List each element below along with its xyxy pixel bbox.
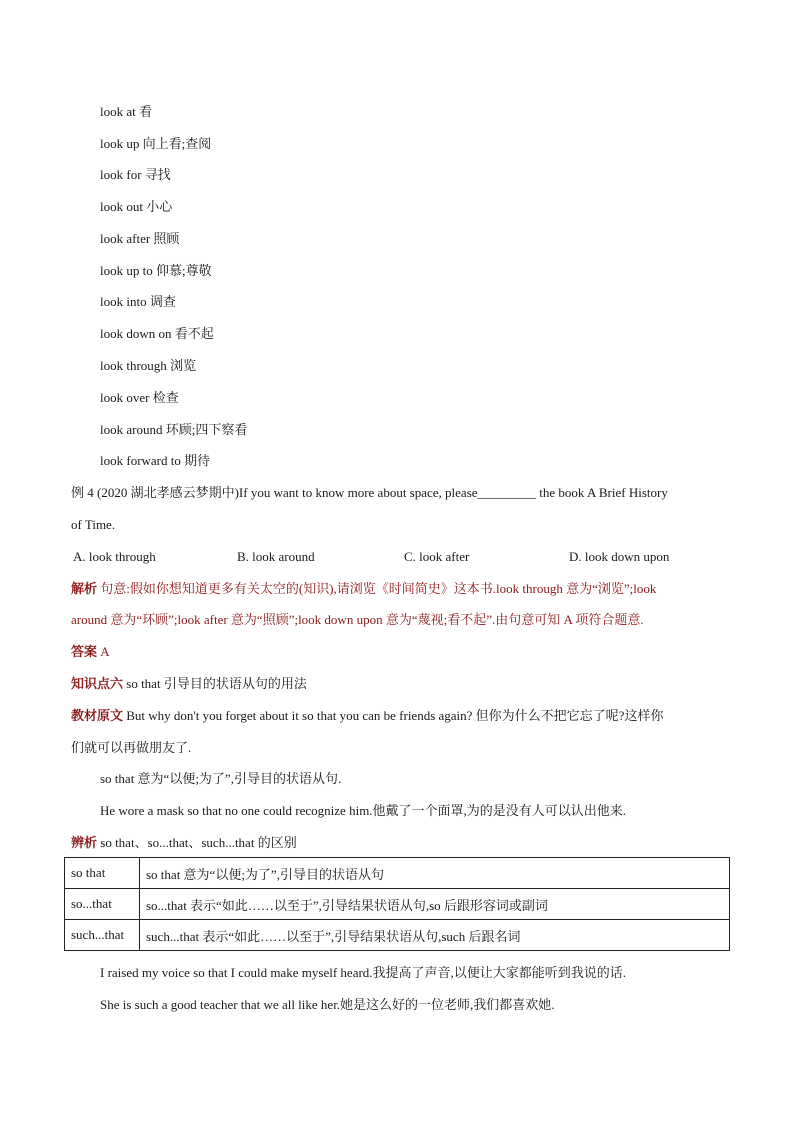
table-term: so that [65, 858, 140, 889]
vocab-item: look out 小心 [100, 199, 173, 214]
table-row [65, 920, 730, 951]
table-term: so...that [65, 889, 140, 920]
explanation: so that 意为“以便;为了”,引导目的状语从句. [100, 771, 342, 786]
knowledge-point-heading: 知识点六 so that 引导目的状语从句的用法 [71, 676, 307, 691]
vocab-item: look down on 看不起 [100, 326, 214, 341]
option-d: D. look down upon [569, 549, 670, 564]
option-a: A. look through [73, 549, 156, 564]
table-row [65, 858, 730, 889]
vocab-item: look into 调查 [100, 294, 176, 309]
distinguish-heading: 辨析 so that、so...that、such...that 的区别 [71, 835, 297, 850]
vocab-item: look after 照顾 [100, 231, 180, 246]
example-sentence: He wore a mask so that no one could recognize him.他戴了一个面罩,为的是没有人可以认出他来. [100, 803, 627, 818]
table-desc: such...that 表示“如此……以至于”,引导结果状语从句,such 后跟名词 [140, 920, 730, 951]
vocab-item: look around 环顾;四下察看 [100, 422, 248, 437]
answer-line: 答案 A [71, 644, 110, 659]
option-b: B. look around [237, 549, 315, 564]
textbook-line-cont: 们就可以再做朋友了. [71, 740, 192, 755]
table-term: such...that [65, 920, 140, 951]
table-desc: so that 意为“以便;为了”,引导目的状语从句 [140, 858, 730, 889]
vocab-item: look forward to 期待 [100, 453, 211, 468]
textbook-line: 教材原文 But why don't you forget about it so that you can be friends again? 但你为什么不把它忘了呢?这样你 [71, 708, 664, 723]
example-sentence: She is such a good teacher that we all like her.她是这么好的一位老师,我们都喜欢她. [100, 997, 555, 1012]
vocab-item: look for 寻找 [100, 167, 171, 182]
option-c: C. look after [404, 549, 470, 564]
analysis-line: 解析 句意:假如你想知道更多有关太空的(知识),请浏览《时间简史》这本书.look through 意为“浏览”;look [71, 581, 657, 596]
table-desc: so...that 表示“如此……以至于”,引导结果状语从句,so 后跟形容词或副词 [140, 889, 730, 920]
example-question: 例 4 (2020 湖北孝感云梦期中)If you want to know more about space, please_________ the book A Brief History [71, 485, 668, 500]
vocab-item: look through 浏览 [100, 358, 197, 373]
analysis-label: 解析 [71, 581, 98, 596]
vocab-item: look up to 仰慕;尊敬 [100, 263, 212, 278]
analysis-line: around 意为“环顾”;look after 意为“照顾”;look down upon 意为“蔑视;看不起”.由句意可知 A 项符合题意. [71, 612, 644, 627]
example-question-cont: of Time. [71, 517, 116, 532]
table-row [65, 889, 730, 920]
answer-label: 答案 [71, 644, 98, 659]
vocab-item: look at 看 [100, 104, 153, 119]
example-sentence: I raised my voice so that I could make myself heard.我提高了声音,以便让大家都能听到我说的话. [100, 965, 627, 980]
knowledge-point-label: 知识点六 [71, 676, 124, 691]
distinguish-label: 辨析 [71, 835, 98, 850]
vocab-item: look over 检查 [100, 390, 179, 405]
textbook-label: 教材原文 [71, 708, 124, 723]
vocab-item: look up 向上看;查阅 [100, 136, 212, 151]
comparison-table [64, 857, 730, 951]
